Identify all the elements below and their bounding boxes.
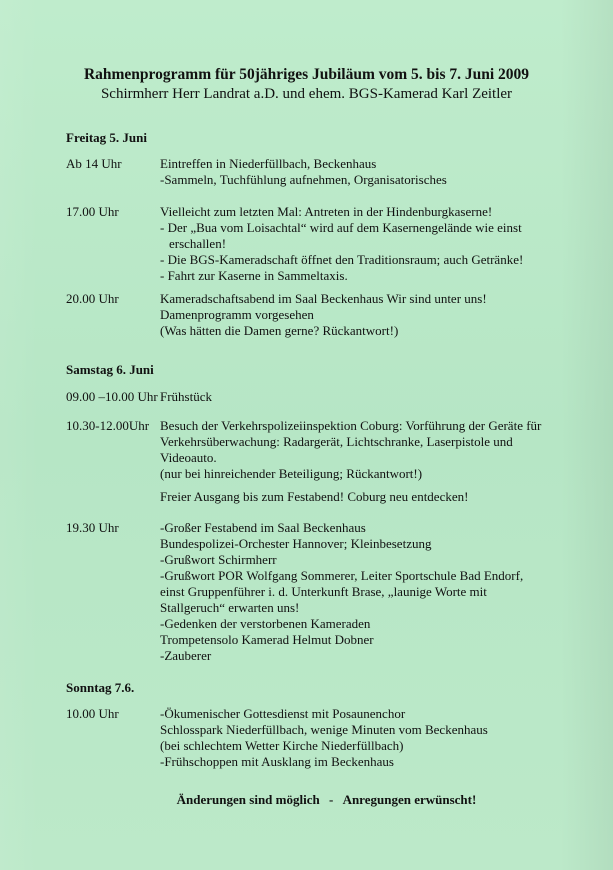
event-line: Videoauto.: [160, 450, 217, 465]
event-time: 10.30-12.00Uhr: [66, 418, 150, 433]
event-line: - Die BGS-Kameradschaft öffnet den Traditionsraum; auch Getränke!: [160, 252, 524, 267]
event-description: [160, 706, 560, 770]
event-line: Eintreffen in Niederfüllbach, Beckenhaus: [160, 156, 377, 171]
event-time: 10.00 Uhr: [66, 706, 119, 721]
event-time: Ab 14 Uhr: [66, 156, 122, 171]
day-heading-sunday: Sonntag 7.6.: [66, 680, 135, 695]
event-line: Vielleicht zum letzten Mal: Antreten in der Hindenburgkaserne!: [160, 204, 493, 219]
event-line: (Was hätten die Damen gerne? Rückantwort!): [160, 323, 399, 338]
event-time: 17.00 Uhr: [66, 204, 119, 219]
event-line: -Sammeln, Tuchfühlung aufnehmen, Organisatorisches: [160, 172, 447, 187]
event-line: Besuch der Verkehrspolizeiinspektion Coburg: Vorführung der Geräte für: [160, 418, 542, 433]
document-title: Rahmenprogramm für 50jähriges Jubiläum vom 5. bis 7. Juni 2009: [83, 66, 530, 83]
event-description: [160, 418, 560, 482]
event-line: Verkehrsüberwachung: Radargerät, Lichtschranke, Laserpistole und: [160, 434, 513, 449]
event-line: -Grußwort POR Wolfgang Sommerer, Leiter Sportschule Bad Endorf,: [160, 568, 524, 583]
event-line: Damenprogramm vorgesehen: [160, 307, 314, 322]
event-line: Kameradschaftsabend im Saal Beckenhaus Wir sind unter uns!: [160, 291, 487, 306]
day-heading-saturday: Samstag 6. Juni: [66, 362, 154, 377]
event-line: -Zauberer: [160, 648, 212, 663]
event-line: erschallen!: [169, 236, 227, 251]
document-subtitle: Schirmherr Herr Landrat a.D. und ehem. BGS-Kamerad Karl Zeitler: [100, 86, 513, 102]
event-line: Stallgeruch“ erwarten uns!: [160, 600, 300, 615]
footer-right: Anregungen erwünscht!: [342, 792, 477, 807]
event-line: - Fahrt zur Kaserne in Sammeltaxis.: [160, 268, 348, 283]
event-line: - Der „Bua vom Loisachtal“ wird auf dem Kasernengelände wie einst: [160, 220, 522, 235]
event-time: 19.30 Uhr: [66, 520, 119, 535]
event-line: -Ökumenischer Gottesdienst mit Posaunenchor: [160, 706, 406, 721]
event-description: [160, 156, 560, 188]
day-heading-friday: Freitag 5. Juni: [66, 130, 148, 145]
footer-left: Änderungen sind möglich: [176, 792, 320, 807]
event-line: Trompetensolo Kamerad Helmut Dobner: [160, 632, 374, 647]
event-line: Frühstück: [160, 389, 212, 404]
event-line: -Gedenken der verstorbenen Kameraden: [160, 616, 371, 631]
event-line: Schlosspark Niederfüllbach, wenige Minuten vom Beckenhaus: [160, 722, 488, 737]
event-line: -Großer Festabend im Saal Beckenhaus: [160, 520, 366, 535]
event-time: 20.00 Uhr: [66, 291, 119, 306]
event-description: [160, 520, 560, 664]
event-line: -Grußwort Schirmherr: [160, 552, 277, 567]
event-line: -Frühschoppen mit Ausklang im Beckenhaus: [160, 754, 394, 769]
event-description: [160, 291, 560, 339]
event-line: Freier Ausgang bis zum Festabend! Coburg neu entdecken!: [160, 489, 469, 504]
footer-separator: -: [328, 792, 334, 807]
event-line: (bei schlechtem Wetter Kirche Niederfüllbach): [160, 738, 404, 753]
event-line: Bundespolizei-Orchester Hannover; Kleinbesetzung: [160, 536, 432, 551]
event-line: einst Gruppenführer i. d. Unterkunft Brase, „launige Worte mit: [160, 584, 487, 599]
event-description: [160, 204, 560, 284]
footer-note: [0, 792, 613, 808]
event-time: 09.00 –10.00 Uhr: [66, 389, 158, 404]
event-line: (nur bei hinreichender Beteiligung; Rückantwort!): [160, 466, 423, 481]
